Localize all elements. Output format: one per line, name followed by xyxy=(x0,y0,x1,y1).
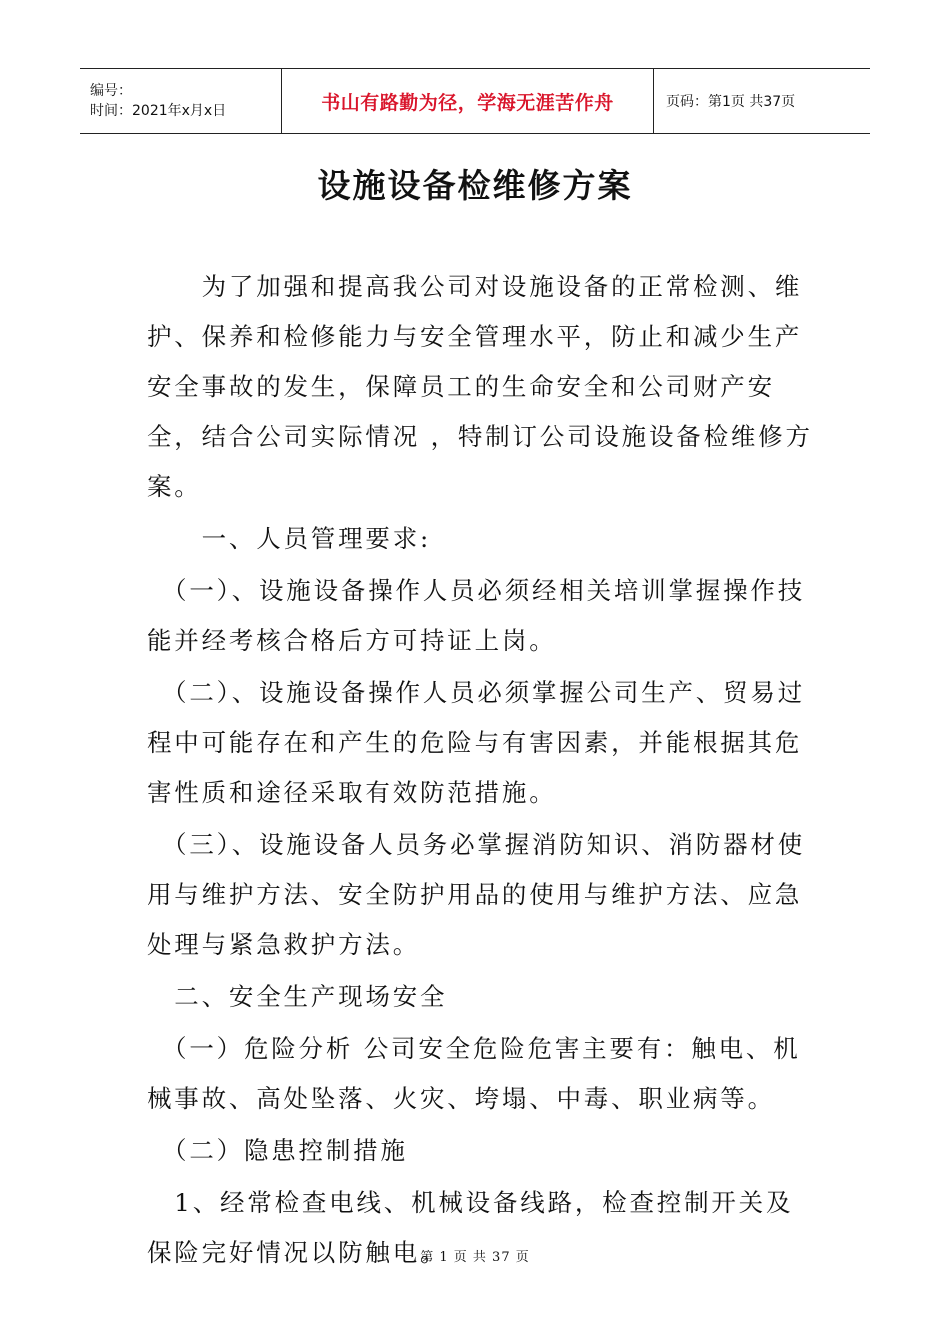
paragraph-item-1: （一）、设施设备操作人员必须经相关培训掌握操作技能并经考核合格后方可持证上岗。 xyxy=(147,576,805,655)
document-number-label: 编号： xyxy=(90,83,132,99)
header-page-info: 页码：第1页 共37页 xyxy=(666,94,796,110)
paragraph-measure-1: 1、经常检查电线、机械设备线路，检查控制开关及保险完好情况以防触电。 xyxy=(147,1188,794,1267)
header-motto: 书山有路勤为径，学海无涯苦作舟 xyxy=(282,69,654,133)
page-footer: 第 1 页 共 37 页 xyxy=(420,1250,530,1265)
paragraph-hazard-analysis: （一）危险分析 公司安全危险危害主要有：触电、机械事故、高处坠落、火灾、垮塌、中毒、职业病等。 xyxy=(147,1034,801,1113)
paragraph-item-2: （二）、设施设备操作人员必须掌握公司生产、贸易过程中可能存在和产生的危险与有害因素，并能根据其危害性质和途径采取有效防范措施。 xyxy=(147,678,805,807)
header-meta xyxy=(80,69,282,133)
document-title: 设施设备检维修方案 xyxy=(317,166,633,205)
paragraph-item-3: （三）、设施设备人员务必掌握消防知识、消防器材使用与维护方法、安全防护用品的使用与维护方法、应急处理与紧急救护方法。 xyxy=(147,830,805,959)
paragraph-intro: 为了加强和提高我公司对设施设备的正常检测、维护、保养和检修能力与安全管理水平，防止和减少生产安全事故的发生，保障员工的生命安全和公司财产安全，结合公司实际情况 ，特制订公司设施设备检维修方案。 xyxy=(147,272,813,501)
section-heading-safety: 二、安全生产现场安全 xyxy=(147,982,448,1011)
document-body xyxy=(147,262,817,1278)
page-header xyxy=(80,68,870,134)
section-heading-personnel: 一、人员管理要求: xyxy=(147,524,432,553)
subheading-control-measures: （二）隐患控制措施 xyxy=(147,1136,408,1165)
document-time: 时间：2021年x月x日 xyxy=(90,103,227,119)
